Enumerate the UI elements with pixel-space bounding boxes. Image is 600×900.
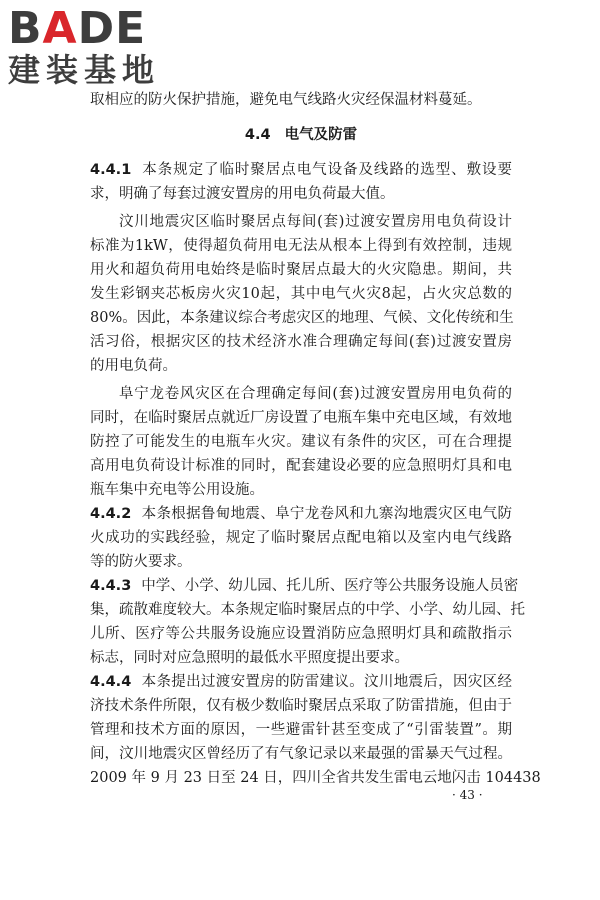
paragraph-line: 防控了可能发生的电瓶车火灾。建议有条件的灾区，可在合理提 xyxy=(90,434,512,450)
intro-line: 取相应的防火保护措施，避免电气线路火灾经保温材料蔓延。 xyxy=(90,92,482,108)
clause-number: 4.4.4 xyxy=(90,674,132,690)
clause-text-line: 火成功的实践经验，规定了临时聚居点配电箱以及室内电气线路 xyxy=(90,530,512,546)
clause-text-line: 求，明确了每套过渡安置房的用电负荷最大值。 xyxy=(90,186,395,202)
section-number: 4.4 xyxy=(244,127,271,143)
clause-text-line: 管理和技术方面的原因，一些避雷针甚至变成了“引雷装置”。期 xyxy=(90,722,512,738)
logo xyxy=(8,3,178,89)
clause-text-line: 中学、小学、幼儿园、托儿所、医疗等公共服务设施人员密 xyxy=(141,578,519,594)
clause-number: 4.4.1 xyxy=(90,162,132,178)
paragraph-line: 同时，在临时聚居点就近厂房设置了电瓶车集中充电区域，有效地 xyxy=(90,410,512,426)
paragraph-line: 标准为1kW，使得超负荷用电无法从根本上得到有效控制，违规 xyxy=(90,238,512,254)
clause-text-line: 等的防火要求。 xyxy=(90,554,192,570)
section-title: 电气及防雷 xyxy=(284,127,358,143)
paragraph-funing xyxy=(90,382,512,502)
paragraph-line: 活习俗，根据灾区的技术经济水准合理确定每间(套)过渡安置房 xyxy=(90,334,512,350)
paragraph-line: 80%。因此，本条建议综合考虑灾区的地理、气候、文化传统和生 xyxy=(90,310,514,326)
clause-4-4-1 xyxy=(90,158,512,206)
page-number: · 43 · xyxy=(452,788,483,802)
clause-text-line: 儿所、医疗等公共服务设施应设置消防应急照明灯具和疏散指示 xyxy=(90,626,512,642)
clause-text-line: 本条规定了临时聚居点电气设备及线路的选型、敷设要 xyxy=(141,162,512,178)
paragraph-line: 的用电负荷。 xyxy=(90,358,177,374)
clause-4-4-4 xyxy=(90,670,541,790)
clause-number: 4.4.3 xyxy=(90,578,132,594)
clause-text-line: 本条根据鲁甸地震、阜宁龙卷风和九寨沟地震灾区电气防 xyxy=(141,506,512,522)
clause-4-4-3 xyxy=(90,574,525,670)
clause-text-line: 本条提出过渡安置房的防雷建议。汶川地震后，因灾区经 xyxy=(141,674,512,690)
paragraph-line: 发生彩钢夹芯板房火灾10起，其中电气火灾8起，占火灾总数的 xyxy=(90,286,512,302)
document-page xyxy=(90,88,541,790)
clause-number: 4.4.2 xyxy=(90,506,132,522)
paragraph-wenchuan xyxy=(90,210,512,378)
clause-4-4-2 xyxy=(90,502,512,574)
clause-text-line: 间，汶川地震灾区曾经历了有气象记录以来最强的雷暴天气过程。 xyxy=(90,746,512,762)
clause-text-line: 集，疏散难度较大。本条规定临时聚居点的中学、小学、幼儿园、托 xyxy=(90,602,525,618)
clause-text-line: 标志，同时对应急照明的最低水平照度提出要求。 xyxy=(90,650,409,666)
logo-wordmark: BADE xyxy=(8,3,147,54)
paragraph-line: 瓶车集中充电等公用设施。 xyxy=(90,482,264,498)
paragraph-line: 高用电负荷设计标准的同时，配套建设必要的应急照明灯具和电 xyxy=(90,458,512,474)
paragraph-line: 汶川地震灾区临时聚居点每间(套)过渡安置房用电负荷设计 xyxy=(119,214,512,230)
paragraph-line: 用火和超负荷用电始终是临时聚居点最大的火灾隐患。期间，共 xyxy=(90,262,512,278)
logo-chinese-name: 建装基地 xyxy=(8,51,161,89)
clause-text-line: 济技术条件所限，仅有极少数临时聚居点采取了防雷措施，但由于 xyxy=(90,698,512,714)
clause-text-line: 2009 年 9 月 23 日至 24 日，四川全省共发生雷电云地闪击 104438 xyxy=(90,770,541,786)
section-heading xyxy=(90,123,512,147)
paragraph-line: 阜宁龙卷风灾区在合理确定每间(套)过渡安置房用电负荷的 xyxy=(119,386,512,402)
